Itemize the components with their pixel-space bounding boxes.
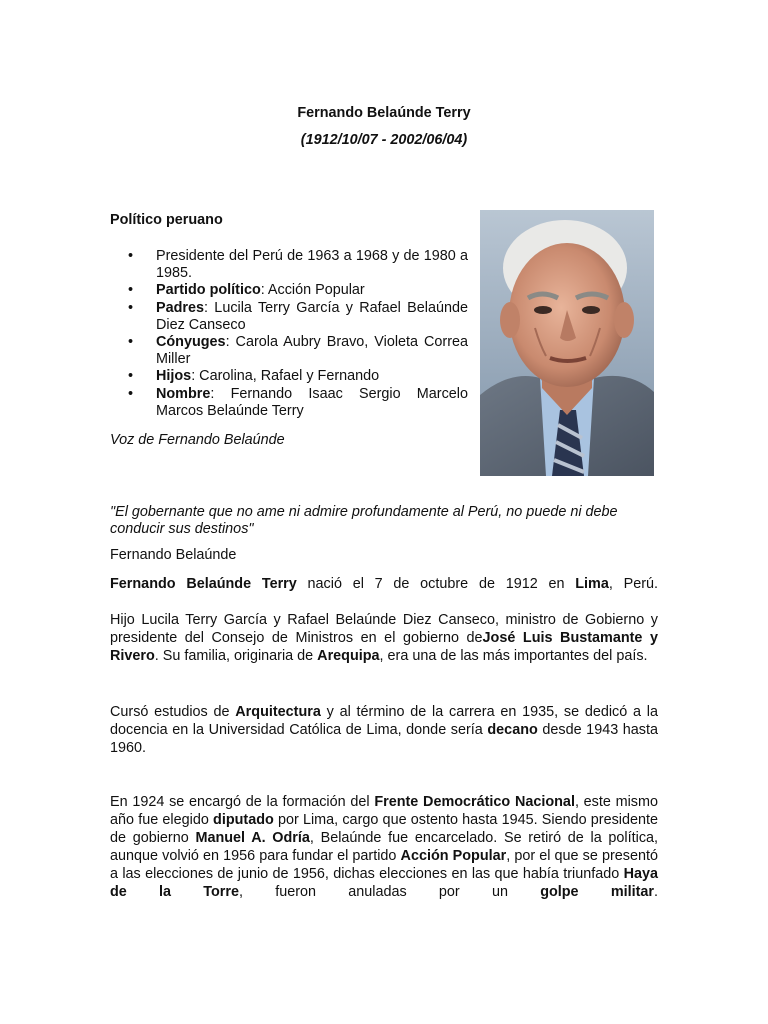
bold-term: Lima (575, 576, 609, 592)
bullet-icon: • (128, 368, 134, 385)
paragraph-family (110, 611, 658, 665)
list-item (110, 248, 468, 282)
fact-label: Cónyuges (156, 334, 226, 351)
portrait-photo (480, 210, 654, 476)
list-item (110, 368, 468, 385)
text-run: Hijo Lucila Terry García y Rafael Belaúnde Diez Canseco, ministro de Gobierno y presidente del Consejo de Ministros en el gobierno de (110, 612, 658, 646)
bold-term: José Luis Bustamante y Rivero (110, 630, 658, 664)
text-run: y al término de la carrera en 1935, se dedicó a la docencia en la Universidad Católica de Lima, donde sería (110, 704, 658, 738)
portrait-illustration (480, 210, 654, 476)
text-run: , era una de las más importantes del país. (379, 648, 648, 664)
voice-link[interactable]: Voz de Fernando Belaúnde (110, 432, 285, 448)
bullet-icon: • (128, 299, 134, 316)
text-run: , por el que se presentó a las elecciones de junio de 1956, dichas elecciones en las que había triunfado (110, 848, 658, 882)
bold-term: golpe (540, 884, 579, 900)
fact-value: : Fernando Isaac Sergio Marcelo Marcos Belaúnde Terry (156, 385, 468, 419)
fact-label: Nombre (156, 385, 211, 402)
bold-term: Frente Democrático Nacional (374, 794, 575, 810)
paragraph-birth (110, 575, 658, 593)
bold-term: Fernando Belaúnde Terry (110, 576, 297, 592)
bold-term: Manuel A. Odría (195, 830, 310, 846)
fact-label: Hijos (156, 368, 192, 385)
bold-term: Arquitectura (235, 704, 321, 720)
fact-value: : Carolina, Rafael y Fernando (191, 368, 380, 385)
text-run: por Lima, cargo que ostento hasta 1945. Siendo presidente de gobierno (110, 812, 658, 846)
bold-term: decano (487, 722, 538, 738)
bold-term: diputado (213, 812, 274, 828)
text-run: . Su familia, originaria de (154, 648, 318, 664)
bullet-icon: • (128, 248, 134, 264)
life-dates: (1912/10/07 - 2002/06/04) (300, 132, 468, 148)
text-run: , Belaúnde fue encarcelado. Se retiró de la política, aunque volvió en 1956 para fundar el partido (110, 830, 659, 864)
paragraph-career (110, 793, 658, 901)
fact-value: : Carola Aubry Bravo, Violeta Correa Miller (156, 334, 468, 368)
list-item (110, 300, 468, 334)
bold-term: Haya de la Torre (110, 866, 658, 900)
bold-term: Acción Popular (400, 848, 507, 864)
bullet-icon: • (128, 282, 134, 299)
text-run: , este mismo año fue elegido (110, 794, 658, 828)
fact-label: Partido político (156, 282, 261, 299)
text-run: , Perú. (608, 576, 658, 592)
bold-term: militar (610, 884, 654, 900)
list-item (110, 334, 468, 368)
text-run: En 1924 se encargó de la formación del (110, 794, 375, 810)
section-subtitle: Político peruano (110, 212, 223, 228)
list-item (110, 282, 468, 299)
text-run: nació el 7 de octubre de 1912 en (296, 576, 576, 592)
paragraph-studies (110, 703, 658, 757)
featured-quote: "El gobernante que no ame ni admire profundamente al Perú, no puede ni debe conducir sus destinos" (110, 504, 618, 538)
document-title: Fernando Belaúnde Terry (297, 105, 471, 121)
fact-label: Padres (156, 299, 204, 316)
fact-value: : Lucila Terry García y Rafael Belaúnde Diez Canseco (156, 299, 468, 333)
text-run (579, 884, 611, 900)
quote-author: Fernando Belaúnde (110, 547, 237, 563)
bio-facts-list (110, 248, 468, 420)
bullet-icon: • (128, 334, 134, 351)
text-run: , fueron anuladas por un (238, 884, 541, 900)
fact-presidency: Presidente del Perú de 1963 a 1968 y de 1980 a 1985. (156, 248, 468, 282)
bold-term: Arequipa (317, 648, 380, 664)
bullet-icon: • (128, 385, 134, 402)
list-item (110, 386, 468, 420)
text-run: desde 1943 hasta 1960. (110, 722, 659, 756)
text-run: . (654, 884, 658, 900)
fact-value: : Acción Popular (260, 282, 365, 299)
text-run: Cursó estudios de (110, 704, 236, 720)
